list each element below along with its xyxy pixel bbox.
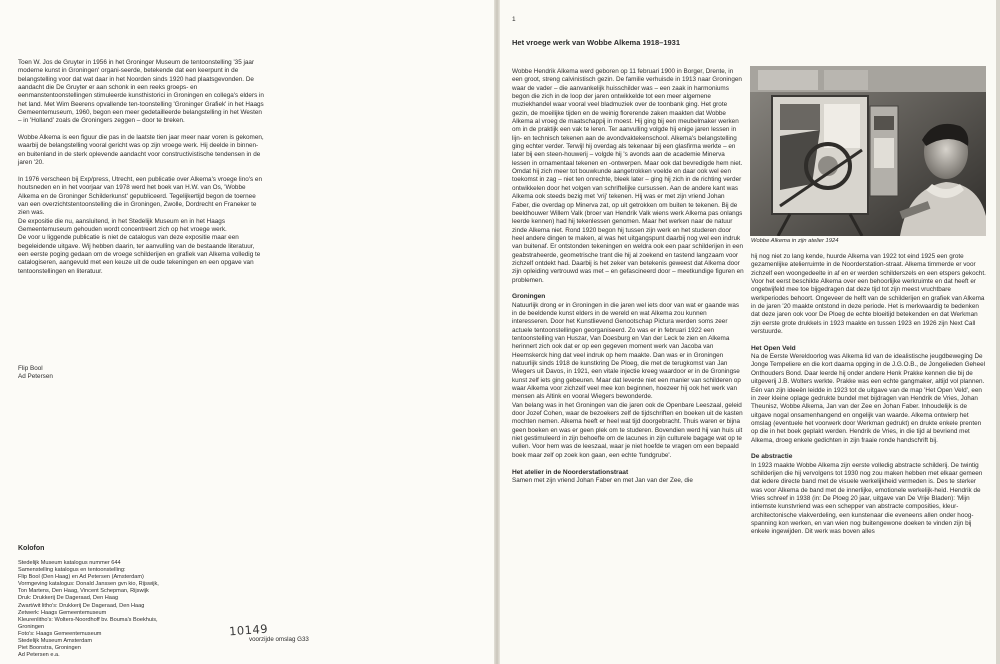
body-paragraph: Wobbe Hendrik Alkema werd geboren op 11 februari 1900 in Borger, Drente, in een groot, streng calvinistisch gezin. De familie verhuisde in 1913 naar Groningen waar de vader – die aanvankelijk huisschilder was – een zaak in harmoniums begon die zich in de loop der jaren ontwikkelde tot een meer algemene muziekhandel waar vooral veel bladmuziek over de toonbank ging. Het grote gezin, de moeilijke tijden en de weinig florerende zaken maakten dat Wobbe Alkema al vroeg de maatschappij in moest. Hij ging bij een meubelmaker werken om in de praktijk een vak te leren. Ter aanvulling volgde hij enige jaren lessen in lijn- en technisch tekenen aan de avondvaktekenschool. Alkema's belangstelling ging echter verder. Terwijl hij overdag als tekenaar bij een glasfirma werkte – en later bij een steen-houwerij – volgde hij 's avonds aan de academie Minerva lessen in ornamentaal tekenen en -ontwerpen. Maar ook dat bevredigde hem niet. Omdat hij zich meer tot bouwkunde aangetrokken voelde en daar ook wel een toekomst in zag – niet ten onrechte, bleek later – ging hij zich in de richting verder ontwikkelen door het volgen van schriftelijke cursussen. Aan de andere kant was Alkema ook steeds bezig met 'vrij' tekenen. Hij was er met zijn vriend Johan Faber, die overdag op Minerva zat, op uit getrokken om buiten te tekenen. Bij de beeldhouwer Willem Valk (broer van Hendrik Valk wiens werk Alkema pas onlangs leerde kennen) had hij tekenlessen genomen. Maar het werken naar de natuur zinde Alkema niet. Rond 1920 begon hij tussen zijn werk en het studeren door heel andere dingen te maken, al was het uitgangspunt daarbij nog wel een indruk van buitenaf. Er ontstonden tekeningen en weldra ook een paar schilderijen in een geabstraheerde, geometrische trant die hij al zoekend en tastend langzaam voor zichzelf ontdekt had. Daarbij is het zeker van betekenis geweest dat Alkema door zijn opleiding vertrouwd was met – en gefascineerd door – meetkundige figuren en problemen. — [512, 68, 744, 284]
artist-photo — [750, 66, 986, 236]
right-page — [500, 0, 1000, 664]
text-column-right — [751, 253, 987, 537]
body-paragraph: hij nog niet zo lang kende, huurde Alkema van 1922 tot eind 1925 een grote gezamenlijke atelierruimte in de Noorderstation-straat. Alkema timmerde er voor zichzelf een woongedeelte in af en er werden schilderszels en een etspers gekocht. Voor het eerst beschikte Alkema over een behoorlijke werkruimte en dat heeft er ongetwijfeld mee toe bijgedragen dat deze tijd tot zijn meest vruchtbare werkperiodes behoort. Ongeveer de helft van de schilderijen en grafiek van Alkema in de jaren '20 maakte ontstond in deze periode. Het is merkwaardig te bedenken dat deze jaren ook voor De Ploeg de echte bloeitijd betekenden en dat Werkman zijn eerste grote drukkels in 1923 maakte en tussen 1923 en 1926 zijn Next Call verstuurde. — [751, 253, 986, 336]
section-heading-open-veld: Het Open Veld — [751, 344, 796, 352]
section-heading-atelier: Het atelier in de Noorderstationstraat — [512, 468, 629, 476]
colofon-line: Stedelijk Museum Amsterdam — [18, 638, 92, 645]
cover-reference: voorzijde omslag G33 — [249, 636, 309, 643]
intro-paragraph: De voor u liggende publicatie is niet de catalogus van deze expositie maar een begeleidende uitgave. Wij hebben daarin, ter aanvulling van de bestaande literatuur, een eerste poging gedaan om de vroege schilderijen en grafiek van Alkema volledig te catalogiseren, aangevuld met een keuze uit de oude tekeningen en een opgave van tentoonstellingen en literatuur. — [18, 234, 261, 275]
colofon-line: Samenstelling katalogus en tentoonstelling: — [18, 567, 126, 574]
intro-paragraph: In 1976 verscheen bij Exp/press, Utrecht, een publicatie over Alkema's vroege lino's en houtsneden en in het voorjaar van 1978 werd het boek van H.W. van Os, 'Wobbe Alkema en de Groninger Schilderkunst' gepubliceerd. Tegelijkertijd begon de toernee van een overzichtstentoonstelling die in Groningen, Zwolle, Dordrecht en Franeker te zien was. — [18, 175, 262, 217]
signature-name: Flip Bool — [18, 365, 43, 372]
colofon-title: Kolofon — [18, 545, 45, 552]
colofon-lines — [18, 560, 258, 659]
intro-paragraph: Toen W. Jos de Gruyter in 1956 in het Groninger Museum de tentoonstelling '35 jaar moderne kunst in Groningen' organi-seerde, betekende dat een keerpunt in de belangstelling voor dat wat daar in het Noorden sinds 1920 had plaatsgevonden. De aandacht die De Gruyter er aan schonk in een reeks groeps- en eenmanstentoonstellingen stimuleerde kunsthistorici in Groningen en collega's elders in het land. Met Wim Beerens opvallende ten-toonstelling 'Groninger Grafiek' in het Haags Gemeentemuseum, 1960, begon een meer gedetailleerde belangstelling in het Westen – in 'Holland' zoals de Groningers zeggen – door te breken. — [18, 59, 264, 125]
colofon-line: Zetwerk: Haags Gemeentemuseum — [18, 609, 107, 616]
body-paragraph: Na de Eerste Wereldoorlog was Alkema lid van de idealistische jeugdbeweging De Jonge Tempeliere en die kort daarna opging in de J.G.O.B., de Jongelieden Geheel Onthouders Bond. Daar leerde hij onder andere Henk Prakke kennen die bij de uitgeverij J.B. Wolters werkte. Prakke was een echte gangmaker, altijd vol plannen. Eén van zijn ideeën leidde in 1923 tot de uitgave van de map 'Het Open Veld', een in zeer kleine oplage gedrukte bundel met bijdragen van Hendrik de Vries, Johan Theunisz, Wobbe Alkema, Jan van der Zee en Johan Faber. Inhoudelijk is de uitgave nogal onsamenhangend en ongelijk van waarde. Alkema ontwierp het omslag (eventuele het voorwerk door Werkman gedrukt) en drukte enkele prenten op die in het boek geplakt werden. Hendrik de Vries, in die tijd al bevriend met Alkema, droeg enkele gedichten in zijn fraaie ronde handschrift bij. — [751, 353, 986, 444]
left-page — [0, 0, 494, 664]
colofon-line: Stedelijk Museum katalogus nummer 644 — [18, 560, 121, 566]
article-title: Het vroege werk van Wobbe Alkema 1918–1931 — [512, 38, 681, 47]
page-edge — [996, 0, 1000, 664]
colofon-line: Foto's: Haags Gemeentemuseum — [18, 630, 102, 637]
section-heading-groningen: Groningen — [512, 293, 546, 301]
colofon-line: Druk: Drukkerij De Dageraad, Den Haag — [18, 595, 119, 602]
colofon-line: Vormgeving katalogus: Donald Janssen gvn kio, Rijswijk, — [18, 581, 159, 588]
colofon-line: Piet Boonstra, Groningen — [18, 645, 81, 652]
colofon-line: Groningen — [18, 623, 45, 630]
body-paragraph: Natuurlijk drong er in Groningen in die jaren wel iets door van wat er gaande was in de beeldende kunst elders in de wereld en wat Alkema zou kunnen interesseren. Door het Kunstlievend Genootschap Pictura werden soms zeer actuele tentoonstellingen georganiseerd. Zo was er in februari 1922 een tentoonstelling van Huszar, Van Doesburg en Van der Leck te zien en Alkema herinnert zich ook dat er op een gegeven moment werk van Jacoba van Heemskerck hing dat veel indruk op hem maakte. Dan was er in Groningen natuurlijk sinds 1918 de kunstkring De Ploeg, die met de terugkomst van Jan Wiegers uit Davos, in 1921, een vitale injectie kreeg waardoor er in de Groningse kunst zelf iets ging gebeuren. Maar dat leverde niet een manier van schilderen op waar Alkema voor zichzelf veel mee kon beginnen, hoezeer hij ook het werk van mensen als Altink en vooral Wiegers bewonderde. — [512, 301, 741, 401]
intro-text — [18, 59, 266, 276]
colofon-line: Ad Petersen e.a. — [18, 652, 60, 659]
signature-name: Ad Petersen — [18, 373, 53, 381]
body-paragraph: Samen met zijn vriend Johan Faber en met Jan van der Zee, die — [512, 476, 693, 484]
colofon-line: Kleurenlitho's: Wolters-Noordhoff bv. Bouma's Boekhuis, — [18, 616, 158, 623]
atelier-photo-illustration — [750, 66, 986, 236]
handwritten-note: 10149 — [228, 621, 269, 639]
colofon — [18, 545, 258, 659]
colofon-line: Flip Bool (Den Haag) en Ad Petersen (Amsterdam) — [18, 574, 144, 581]
text-column-left — [512, 68, 744, 485]
body-paragraph: Van belang was in het Groningen van die jaren ook de Openbare Leeszaal, geleid door Jozef Cohen, waar de bezoekers zelf de tijdschriften en boeken uit de kasten mochten nemen. Alkema heeft er heel wat tijd doorgebracht. Thuis waren er bijna geen boeken en was er geen plek om te studeren. Bovendien werd hij van huis uit niet gestimuleerd in zijn behoefte om de lacunes in zijn culturele bagage wat op te vullen. Voor hem was de leeszaal, waar je niet hoefde te vragen om een bepaald boek maar zelf op zoek kon gaan, een echte 'fundgrube'. — [512, 401, 743, 459]
photo-caption: Wobbe Alkema in zijn atelier 1924 — [751, 238, 839, 244]
signatures — [18, 365, 218, 382]
colofon-line: Ton Martens, Den Haag, Vincent Schepman, Rijswijk — [18, 588, 149, 595]
colofon-line: Zwart/wit litho's: Drukkerij De Dageraad, Den Haag — [18, 602, 145, 609]
body-paragraph: In 1923 maakte Wobbe Alkema zijn eerste volledig abstracte schilderij. De twintig schilderijen die hij vervolgens tot 1930 nog zou maken hebben met elkaar gemeen dat iedere directe band met de visuele werkelijkheid vermeden is. Des te sterker was voor Alkema de band met de innerlijke, emotionele werkelijk-heid. Hendrik de Vries schreef in 1938 (in: De Ploeg 20 jaar, uitgave van De Vrije Bladen): 'Mijn intiemste kunstvriend was een schepper van abstracte composities, kleur-architectonische vlakverdeling, een kunstenaar die eveneens allen onder hoog-spanning kon werken, en van wien nog buitengewone doeken te vinden zijn bij enkele ingewijden. Dit werk was boven alles — [751, 461, 983, 536]
intro-paragraph: Wobbe Alkema is een figuur die pas in de laatste tien jaar meer naar voren is gekomen, waarbij de belangstelling vooral gericht was op zijn vroege werk. Hij deelde in binnen- en buitenland in de sterk oplevende aandacht voor constructivistische tendensen in de jaren '20. — [18, 134, 264, 167]
page-number: 1 — [512, 16, 516, 23]
section-heading-abstractie: De abstractie — [751, 453, 793, 461]
intro-paragraph: De expositie die nu, aansluitend, in het Stedelijk Museum en in het Haags Gemeentemuseum gehouden wordt concentreert zich op het vroege werk. — [18, 217, 227, 233]
